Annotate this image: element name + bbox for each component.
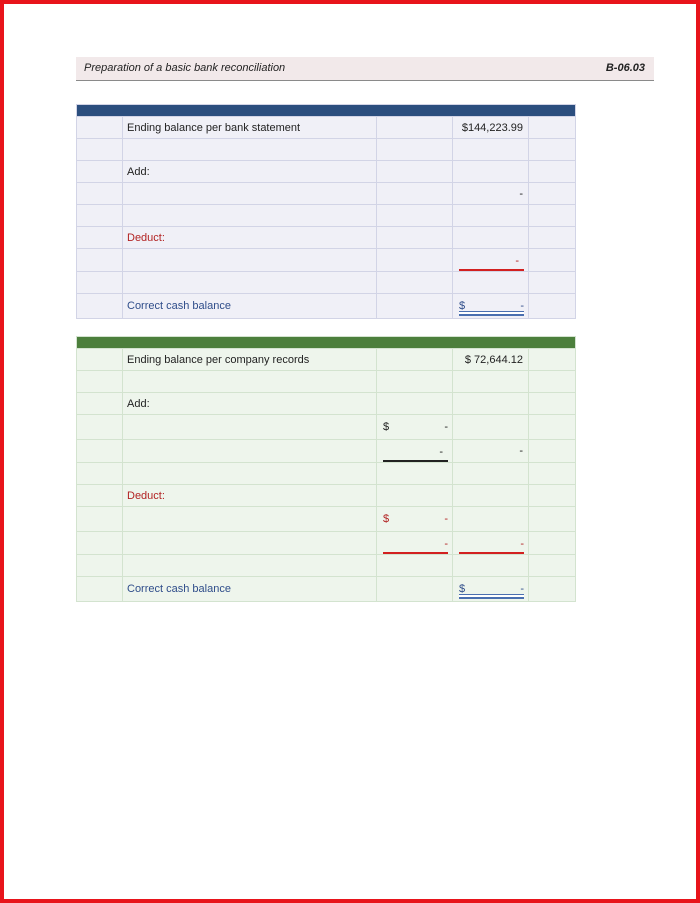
company-add-row1-amount: - xyxy=(444,421,448,433)
bank-correct-cell[interactable] xyxy=(459,294,524,316)
table-row xyxy=(77,507,576,532)
table-row xyxy=(77,371,576,393)
company-header-band xyxy=(77,337,576,349)
table-row xyxy=(77,440,576,463)
company-add-row2-amount[interactable]: - xyxy=(383,440,448,462)
bank-correct-label: Correct cash balance xyxy=(123,294,377,319)
company-correct-label: Correct cash balance xyxy=(123,577,377,602)
table-row xyxy=(77,227,576,249)
bank-add-total[interactable]: - xyxy=(453,183,529,205)
table-row xyxy=(77,205,576,227)
company-ending-label: Ending balance per company records xyxy=(123,349,377,371)
bank-ending-label: Ending balance per bank statement xyxy=(123,117,377,139)
company-deduct-row1-cell[interactable] xyxy=(383,507,448,529)
table-row xyxy=(77,117,576,139)
company-correct-cell[interactable] xyxy=(459,577,524,599)
bank-deduct-label: Deduct: xyxy=(123,227,377,249)
company-deduct-total[interactable]: - xyxy=(459,532,524,554)
bank-deduct-total[interactable]: - xyxy=(459,249,524,271)
table-row xyxy=(77,161,576,183)
bank-correct-dollar: $ xyxy=(459,300,466,312)
worksheet-title: Preparation of a basic bank reconciliation xyxy=(84,62,286,74)
company-deduct-row2-amount[interactable]: - xyxy=(383,532,448,554)
bank-ending-amount[interactable]: $144,223.99 xyxy=(453,117,529,139)
table-row xyxy=(77,555,576,577)
company-add-total[interactable]: - xyxy=(453,440,529,463)
company-add-row1-dollar: $ xyxy=(383,421,390,433)
company-correct-amount: - xyxy=(520,583,524,595)
bank-reconciliation-table xyxy=(76,104,576,319)
table-row xyxy=(77,249,576,272)
company-add-row1-cell[interactable] xyxy=(383,415,448,437)
bank-header-band xyxy=(77,105,576,117)
table-row xyxy=(77,577,576,602)
company-reconciliation-table xyxy=(76,336,576,602)
company-deduct-label: Deduct: xyxy=(123,485,377,507)
table-row xyxy=(77,139,576,161)
table-row xyxy=(77,532,576,555)
table-row xyxy=(77,183,576,205)
worksheet-code: B-06.03 xyxy=(605,62,645,74)
bank-correct-amount: - xyxy=(520,300,524,312)
bank-add-label: Add: xyxy=(123,161,377,183)
company-add-label: Add: xyxy=(123,393,377,415)
table-row xyxy=(77,415,576,440)
company-correct-dollar: $ xyxy=(459,583,466,595)
table-row xyxy=(77,393,576,415)
table-row xyxy=(77,294,576,319)
table-row xyxy=(77,485,576,507)
table-row xyxy=(77,349,576,371)
table-row xyxy=(77,272,576,294)
company-ending-amount[interactable]: $ 72,644.12 xyxy=(453,349,529,371)
table-row xyxy=(77,463,576,485)
company-deduct-row1-dollar: $ xyxy=(383,513,390,525)
worksheet-header xyxy=(76,57,654,81)
company-deduct-row1-amount: - xyxy=(444,513,448,525)
